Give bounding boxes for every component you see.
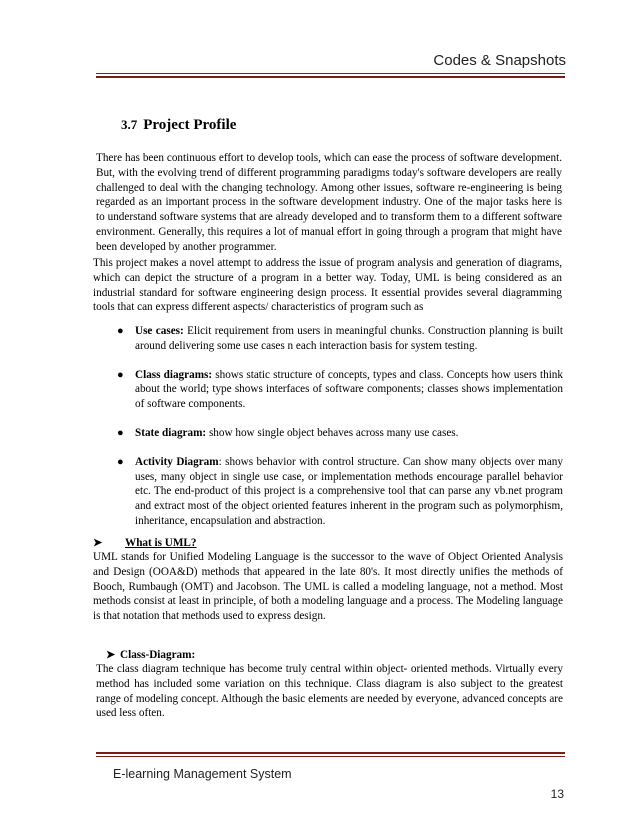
list-item: [113, 368, 563, 412]
bullet-dot-icon: ●: [117, 455, 124, 468]
bullet-dot-icon: ●: [117, 325, 124, 337]
bullet-text: shows static structure of concepts, types and class. Concepts how users think about the world; type shows interfaces of software components; classes shows implementation of software components.: [135, 368, 563, 411]
intro-paragraph: There has been continuous effort to develop tools, which can ease the process of software development. But, with the evolving trend of different programming paradigms today's software developers are really challenged to deal with the changing technology. Among other issues, software re-engineering is being regarded as an important process in the software development industry. One of the major tasks here is to understand software systems that are already developed and to transform them to a different software environment. Generally, this requires a lot of manual effort in going through a program that might have been developed by another programmer.: [96, 152, 562, 253]
section-number: 3.7: [121, 117, 138, 132]
footer-title: E-learning Management System: [113, 767, 292, 781]
list-item: [113, 324, 563, 354]
bullet-text: : shows behavior with control structure. Can show many objects over many uses, many object in single use case, or implementation methods encourage parallel behavior etc. The end-product of this project is a comprehensive tool that can parse any vb.net program and extract most of the object oriented features inherent in the program such as polymorphism, inheritance, encapsulation and abstraction.: [135, 455, 563, 527]
class-diagram-paragraph: The class diagram technique has become truly central within object- oriented methods. Virtually every method has included some variation on this technique. Class diagram is also subject to the greatest range of modeling concept. Although the basic elements are needed by everyone, advanced concepts are used less often.: [96, 663, 563, 720]
list-item: [113, 455, 563, 529]
bullet-term: State diagram:: [135, 426, 207, 439]
header-rule: [96, 73, 565, 78]
bullet-term: Class diagrams:: [135, 368, 213, 381]
footer-rule: [96, 752, 565, 757]
what-is-uml-heading: [93, 536, 196, 549]
arrowhead-bullet-icon: ➤: [106, 649, 116, 661]
class-diagram-title: Class-Diagram:: [120, 649, 196, 661]
header-title: Codes & Snapshots: [433, 52, 566, 69]
bullet-dot-icon: ●: [117, 426, 124, 439]
what-is-uml-title: What is UML?: [125, 537, 197, 549]
section-heading: [121, 117, 236, 134]
what-is-uml-paragraph: UML stands for Unified Modeling Language is the successor to the wave of Object Oriented Analysis and Design (OOA&D) methods that appeared in the late 80's. It most directly unifies the methods of Booch, Rumbaugh (OMT) and Jacobson. The UML is called a modeling language, not a method. Most methods consist at least in principle, of both a modeling language and a process. The Modeling language is that notation that methods used to express design.: [93, 551, 563, 623]
page-number: 13: [550, 787, 564, 801]
list-item: [113, 426, 563, 441]
arrowhead-bullet-icon: ➤: [93, 537, 103, 549]
class-diagram-heading: [106, 648, 195, 661]
project-paragraph: This project makes a novel attempt to address the issue of program analysis and generation of diagrams, which can depict the structure of a program in a better way. Today, UML is being considered as an industrial standard for software engineering design process. It essential provides several diagramming tools that can express different aspects/ characteristics of program such as: [93, 257, 562, 314]
bullet-dot-icon: ●: [117, 368, 124, 381]
bullet-term: Use cases:: [135, 325, 184, 337]
diagram-bullet-list: [113, 324, 563, 543]
section-title: Project Profile: [143, 117, 237, 133]
bullet-text: show how single object behaves across many use cases.: [206, 426, 459, 439]
bullet-term: Activity Diagram: [135, 455, 219, 468]
bullet-text: Elicit requirement from users in meaningful chunks. Construction planning is built around delivering some use cases n each interaction basis for system testing.: [135, 325, 564, 352]
